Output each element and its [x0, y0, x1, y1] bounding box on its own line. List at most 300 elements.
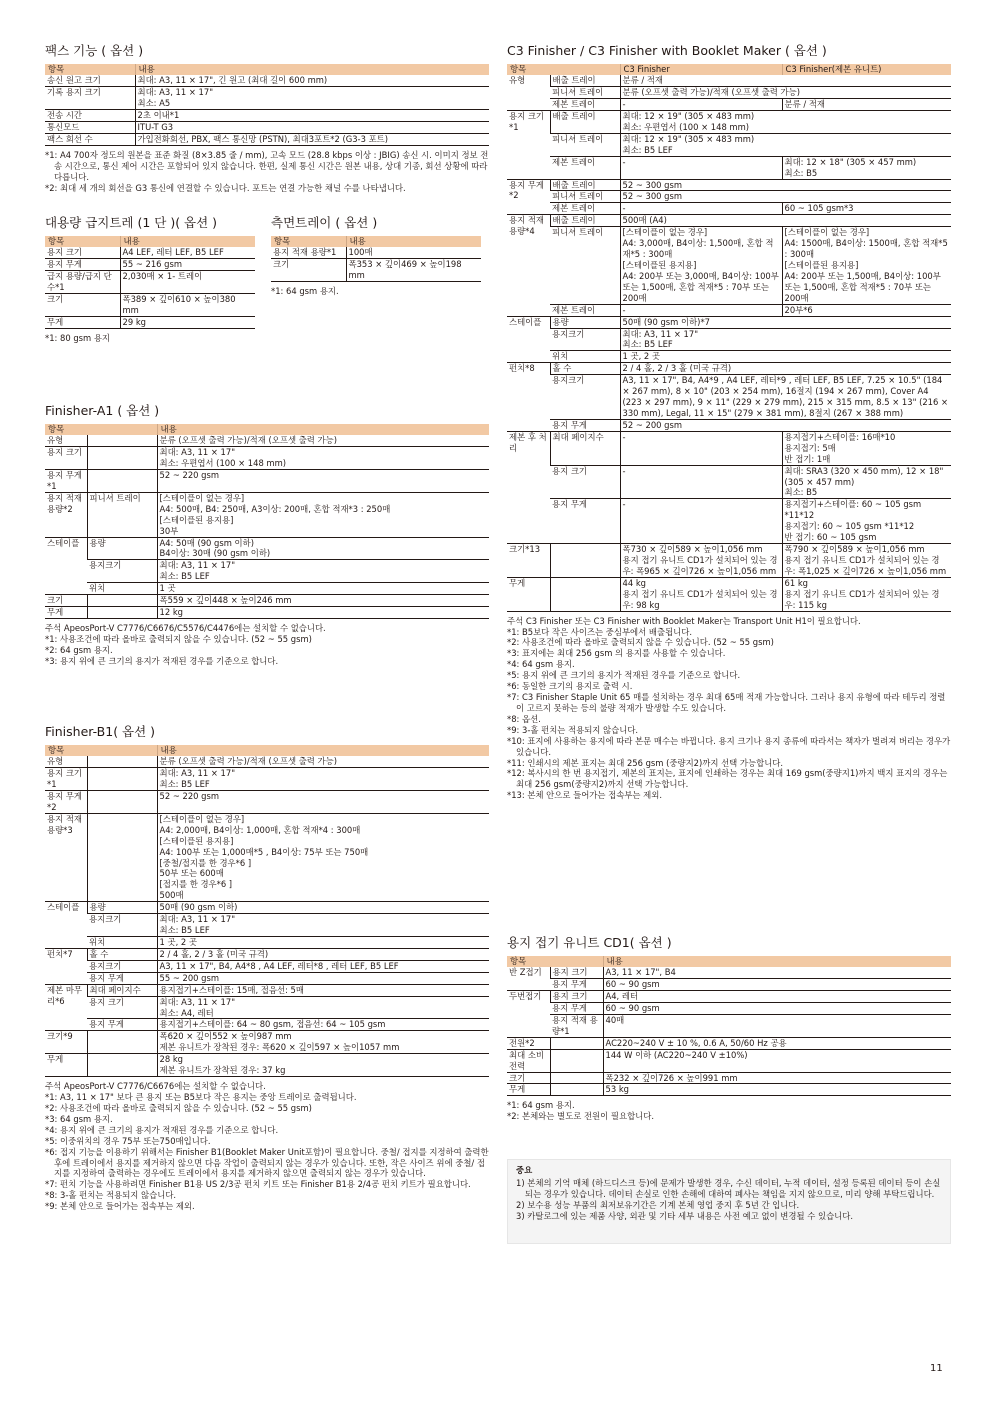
footnote: *3: 64 gsm 용지.	[45, 1113, 113, 1124]
row-value: 60 ~ 90 gsm	[603, 1003, 951, 1015]
important-item: 1) 본체의 기억 매체 (하드디스크 등)에 문제가 발생한 경우, 수신 데이터, 누적 데이터, 설정 등록된 데이터 등이 손실되는 경우가 있습니다. 데이터 손실로 인한 손해에 대하여 폐사는 책임을 지지 않으므로, 미리 양해 부탁드립니다.	[516, 1177, 941, 1199]
row-sublabel: 용지 무게	[550, 979, 603, 991]
footnote: *2: 사용조건에 따라 올바로 출력되지 않을 수 있습니다. (52 ~ 55 gsm)	[45, 1102, 312, 1113]
table-row	[45, 75, 489, 86]
row-label: 용지 무게*2	[507, 179, 550, 215]
row-value: 분류 (오프셋 출력 가능)/적재 (오프셋 출력 가능)	[157, 756, 489, 767]
section-title: 대용량 급지트레 (1 단 )( 옵션 )	[45, 215, 218, 230]
table-row	[45, 756, 489, 767]
row-label: 용지 무게*1	[45, 470, 87, 493]
row-value: 1 곳	[157, 583, 489, 595]
table-row	[45, 791, 489, 814]
row-sublabel	[87, 791, 157, 814]
row-value: 52 ~ 300 gsm	[620, 191, 951, 203]
table-header	[271, 236, 481, 247]
row-sublabel: 홀 수	[87, 948, 157, 960]
row-value: 폭353 × 깊이469 × 높이198 mm	[346, 259, 481, 282]
row-label: 최대 소비 전력	[507, 1049, 550, 1072]
row-sublabel: 위치	[87, 937, 157, 949]
row-sublabel	[87, 756, 157, 767]
row-value: 폭559 × 깊이448 × 높이246 mm	[157, 595, 489, 607]
row-label: 크기	[271, 259, 346, 282]
row-label: 제본 후 처리	[507, 431, 550, 543]
table-row	[507, 156, 951, 179]
row-value-booklet: 용지접기+스테이플: 60 ~ 105 gsm *11*12 용지접기: 60 ~ 105 gsm *11*12 반 접기: 60 ~ 105 gsm	[782, 499, 951, 544]
table-row	[507, 87, 951, 99]
row-sublabel	[87, 595, 157, 607]
table-row	[45, 110, 489, 122]
row-sublabel	[550, 544, 620, 578]
column-header: C3 Finisher	[620, 64, 782, 75]
row-label: 급지 용량/급지 단수*1	[45, 271, 120, 294]
row-label: 제본 마무리*6	[45, 984, 87, 1031]
row-label: 용지 적재 용량*2	[45, 492, 87, 537]
row-value-booklet: 최대: SRA3 (320 × 450 mm), 12 × 18" (305 × 457 mm) 최소: B5	[782, 465, 951, 499]
footnote: *9: 3-홀 펀치는 적용되지 않습니다.	[507, 724, 639, 735]
row-value: A4 LEF, 레터 LEF, B5 LEF	[120, 247, 255, 258]
row-value: 500매 (A4)	[620, 215, 951, 227]
footnotes	[45, 333, 255, 344]
row-sublabel: 용지 무게	[550, 1003, 603, 1015]
spec-table	[45, 236, 255, 328]
table-header	[45, 236, 255, 247]
row-label: 무게	[507, 577, 550, 611]
table-row	[507, 1084, 951, 1096]
row-value: A3, 11 × 17", B4, A4*9 , A4 LEF, 레터*9 , 레터 LEF, B5 LEF, 7.25 × 10.5" (184 × 267 mm), 8 × 10" (203 × 254 mm), 16절지 (194 × 267 mm), Cover A4 (223 × 297 mm), 9 × 11" (229 × 279 mm), 215 × 315 mm, 8.5 × 13" (216 × 330 mm), Legal, 11 × 15" (279 × 381 mm), 8절지 (267 × 388 mm)	[620, 375, 951, 420]
footnotes	[45, 1081, 489, 1212]
table-row	[45, 960, 489, 972]
table-row	[45, 813, 489, 901]
table-row	[45, 996, 489, 1019]
table-row	[45, 583, 489, 595]
table-header	[507, 956, 951, 967]
row-value: 55 ~ 216 gsm	[120, 259, 255, 271]
table-row	[271, 247, 481, 258]
row-value: 용지접기+스테이플: 64 ~ 80 gsm, 접음선: 64 ~ 105 gsm	[157, 1019, 489, 1031]
table-row	[45, 1031, 489, 1054]
row-sublabel: 용지크기	[87, 560, 157, 583]
footnote: *4: 64 gsm 용지.	[507, 659, 575, 670]
section-title: Finisher-A1 ( 옵션 )	[45, 403, 160, 418]
row-value: 분류 (오프셋 출력 가능)/적재 (오프셋 출력 가능)	[157, 435, 489, 446]
row-sublabel: 제본 트레이	[550, 156, 620, 179]
row-sublabel	[87, 470, 157, 493]
row-label: 전송 시간	[45, 110, 135, 122]
section-title: 용지 접기 유니트 CD1( 옵션 )	[507, 935, 672, 950]
row-value: 52 ~ 300 gsm	[620, 179, 951, 191]
table-header	[45, 64, 489, 75]
row-label: 통신모드	[45, 121, 135, 133]
row-value: -	[620, 203, 782, 215]
row-value: 최대: A3, 11 × 17" 최소: A4, 레터	[157, 996, 489, 1019]
table-row	[45, 984, 489, 996]
important-item: 3) 카탈로그에 있는 제품 사양, 외관 및 기타 세부 내용은 사전 예고 없이 변경될 수 있습니다.	[516, 1210, 854, 1221]
row-value: 1 곳, 2 곳	[157, 937, 489, 949]
column-header: 항목	[507, 64, 620, 75]
table-row	[45, 492, 489, 537]
row-value: A4: 50매 (90 gsm 이하) B4이상: 30매 (90 gsm 이하)	[157, 537, 489, 560]
row-sublabel	[87, 813, 157, 901]
row-label: 전원*2	[507, 1037, 550, 1049]
row-value: 50매 (90 gsm 이하)	[157, 902, 489, 914]
table-row	[507, 544, 951, 578]
row-value: 2 / 4 홀, 2 / 3 홀 (미국 규격)	[157, 948, 489, 960]
table-row	[507, 375, 951, 420]
footnote: *5: 이중위치의 경우 75부 또는750매입니다.	[45, 1135, 211, 1146]
footnote: *2: 최대 세 개의 회선을 G3 통신에 연결할 수 있습니다. 포트는 연결 가능한 채널 수를 나타냅니다.	[45, 182, 406, 193]
row-value: 144 W 이하 (AC220~240 V ±10%)	[603, 1049, 951, 1072]
row-value: 최대: A3, 11 × 17", 긴 원고 (최대 길이 600 mm)	[135, 75, 489, 86]
row-value: [스테이플이 없는 경우] A4: 3,000매, B4이상: 1,500매, 혼합 적재*5 : 300매 [스테이플된 용지용] A4: 200부 또는 3,000매, B4이상: 100부 또는 1,500매, 혼합 적재*5 : 70부 또는 200매	[620, 227, 782, 304]
row-sublabel: 용지 크기	[87, 996, 157, 1019]
footnote: *1: 80 gsm 용지	[45, 332, 110, 343]
row-value: 60 ~ 90 gsm	[603, 979, 951, 991]
table-header	[507, 64, 951, 75]
table-row	[507, 328, 951, 351]
footnote: 주석 C3 Finisher 또는 C3 Finisher with Booklet Maker는 Transport Unit H1이 필요합니다.	[507, 615, 861, 626]
row-label: 무게	[45, 607, 87, 619]
table-row	[507, 419, 951, 431]
table-row	[45, 121, 489, 133]
row-sublabel	[87, 607, 157, 619]
footnote: *3: 표지에는 최대 256 gsm 의 용지를 사용할 수 있습니다.	[507, 648, 726, 659]
footnote: *11: 인쇄시의 제본 표지는 최대 256 gsm (중량지2)까지 선택 가능합니다.	[507, 757, 784, 768]
hcf-section	[45, 215, 255, 344]
footnote: *2: 사용조건에 따라 올바로 출력되지 않을 수 있습니다. (52 ~ 55 gsm)	[507, 637, 774, 648]
table-row	[507, 1014, 951, 1037]
important-item: 2) 보수용 성능 부품의 최저보유기간은 기계 본체 영업 중지 후 5년 간 입니다.	[516, 1199, 800, 1210]
table-row	[45, 537, 489, 560]
row-label: 펀치*7	[45, 948, 87, 984]
table-row	[45, 948, 489, 960]
row-value: A4, 레터	[603, 991, 951, 1003]
row-value-booklet: 폭790 × 깊이589 × 높이1,056 mm 용지 접기 유니트 CD1가 설치되어 있는 경우: 폭1,025 × 깊이726 × 높이1,056 mm	[782, 544, 951, 578]
table-row	[45, 133, 489, 145]
table-header	[45, 745, 489, 756]
row-sublabel: 용지 크기	[550, 967, 603, 978]
row-sublabel: 용지 크기	[550, 991, 603, 1003]
table-row	[45, 560, 489, 583]
row-value: 최대: 12 × 19" (305 × 483 mm) 최소: B5 LEF	[620, 133, 951, 156]
row-label: 용지 크기*1	[507, 111, 550, 180]
row-sublabel: 용지 무게	[87, 972, 157, 984]
table-row	[507, 133, 951, 156]
row-sublabel	[550, 1072, 603, 1084]
spec-table	[507, 64, 951, 611]
row-value: 40매	[603, 1014, 951, 1037]
table-row	[507, 191, 951, 203]
footnote: *1: 64 gsm 용지.	[507, 1100, 575, 1111]
footnotes	[45, 623, 489, 667]
row-sublabel: 최대 페이지수	[87, 984, 157, 996]
row-value: 2 / 4 홀, 2 / 3 홀 (미국 규격)	[620, 363, 951, 375]
row-sublabel	[87, 447, 157, 470]
row-value: 55 ~ 200 gsm	[157, 972, 489, 984]
row-value: 최대: A3, 11 × 17" 최소: B5 LEF	[157, 914, 489, 937]
row-value: ITU-T G3	[135, 121, 489, 133]
row-value: -	[620, 465, 782, 499]
footnote: *7: 펀치 기능을 사용하려면 Finisher B1용 US 2/3공 펀치 키트 또는 Finisher B1용 2/4공 펀치 키트가 필요합니다.	[45, 1179, 471, 1190]
table-row	[507, 304, 951, 316]
page-number: 11	[930, 1363, 943, 1374]
footnote: *8: 3-홀 펀치는 적용되지 않습니다.	[45, 1190, 177, 1201]
table-row	[507, 75, 951, 86]
column-header: 내용	[157, 424, 489, 435]
row-sublabel: 최대 페이지수	[550, 431, 620, 465]
row-sublabel: 용지 크기	[550, 465, 620, 499]
row-sublabel	[550, 1049, 603, 1072]
row-value: 2,030매 × 1- 트레이	[120, 271, 255, 294]
column-header: C3 Finisher(제본 유니트)	[782, 64, 951, 75]
row-value: 최대: A3, 11 × 17" 최소: 우편엽서 (100 × 148 mm)	[157, 447, 489, 470]
footnote: *7: C3 Finisher Staple Unit 65 매를 설치하는 경우 최대 65매 적재 가능합니다. 그러나 용지 유형에 따라 테두리 정렬이 고르지 못하는 등의 불량 적재가 발생할 수도 있습니다.	[507, 692, 946, 713]
row-label: 스테이플	[507, 316, 550, 363]
column-header: 내용	[603, 956, 951, 967]
footnote: *2: 64 gsm 용지.	[45, 644, 113, 655]
table-row	[45, 87, 489, 110]
column-header: 항목	[45, 424, 157, 435]
footnote: *1: B5보다 작은 사이즈는 중심부에서 배출됩니다.	[507, 626, 693, 637]
table-row	[45, 1054, 489, 1077]
table-row	[45, 293, 255, 316]
row-sublabel: 피니셔 트레이	[87, 492, 157, 537]
row-label: 용지 크기*1	[45, 768, 87, 791]
row-value: A3, 11 × 17", B4	[603, 967, 951, 978]
row-sublabel: 제본 트레이	[550, 203, 620, 215]
row-sublabel	[87, 1031, 157, 1054]
footnote: *3: 용지 위에 큰 크기의 용지가 적재된 경우를 기준으로 합니다.	[45, 655, 279, 666]
row-label: 크기	[507, 1072, 550, 1084]
row-value: 폭730 × 깊이589 × 높이1,056 mm 용지 접기 유니트 CD1가 설치되어 있는 경우: 폭965 × 깊이726 × 높이1,056 mm	[620, 544, 782, 578]
row-sublabel: 용지 무게	[87, 1019, 157, 1031]
footnote: 주석 ApeosPort-V C7776/C6676에는 설치할 수 없습니다.	[45, 1081, 266, 1092]
row-value-booklet: 용지접기+스테이플: 16매*10 용지접기: 5매 반 접기: 1매	[782, 431, 951, 465]
row-label: 기록 용지 크기	[45, 87, 135, 110]
row-value: 1 곳, 2 곳	[620, 351, 951, 363]
section-title: Finisher-B1( 옵션 )	[45, 724, 156, 739]
cd1-section	[507, 935, 951, 1122]
row-label: 유형	[507, 75, 550, 110]
table-header	[45, 424, 489, 435]
row-value: 2초 이내*1	[135, 110, 489, 122]
row-value: 폭389 × 깊이610 × 높이380 mm	[120, 293, 255, 316]
row-value-booklet: 61 kg 용지 접기 유니트 CD1가 설치되어 있는 경우: 115 kg	[782, 577, 951, 611]
row-sublabel	[87, 435, 157, 446]
table-row	[507, 227, 951, 304]
row-value: 52 ~ 200 gsm	[620, 419, 951, 431]
footnotes	[271, 286, 481, 297]
row-sublabel: 배출 트레이	[550, 215, 620, 227]
table-row	[45, 607, 489, 619]
table-row	[507, 111, 951, 134]
table-row	[507, 203, 951, 215]
row-value: 최대: A3, 11 × 17" 최소: B5 LEF	[157, 560, 489, 583]
row-label: 두번접기	[507, 991, 550, 1038]
table-row	[45, 768, 489, 791]
row-sublabel: 용지크기	[87, 914, 157, 937]
section-title: C3 Finisher / C3 Finisher with Booklet Maker ( 옵션 )	[507, 43, 827, 58]
fax-section	[45, 43, 489, 193]
spec-table	[45, 424, 489, 619]
section-title: 팩스 기능 ( 옵션 )	[45, 43, 144, 58]
row-sublabel: 피니셔 트레이	[550, 133, 620, 156]
row-value: -	[620, 304, 782, 316]
row-sublabel: 용지 무게	[550, 419, 620, 431]
row-value: 최대: A3, 11 × 17" 최소: A5	[135, 87, 489, 110]
footnote: *6: 동일한 크기의 용지로 출력 시.	[507, 681, 633, 692]
row-sublabel: 홀 수	[550, 363, 620, 375]
row-sublabel: 용지 무게	[550, 499, 620, 544]
table-row	[507, 979, 951, 991]
footnote: 주석 ApeosPort-V C7776/C6676/C5576/C4476에는 설치할 수 없습니다.	[45, 623, 326, 633]
column-header: 내용	[135, 64, 489, 75]
spec-table	[271, 236, 481, 282]
spec-table	[507, 956, 951, 1096]
table-row	[45, 914, 489, 937]
table-row	[507, 363, 951, 375]
row-value: 최대: A3, 11 × 17" 최소: B5 LEF	[157, 768, 489, 791]
table-row	[45, 259, 255, 271]
table-row	[45, 902, 489, 914]
table-row	[507, 316, 951, 328]
row-value: 52 ~ 220 gsm	[157, 791, 489, 814]
row-value: 53 kg	[603, 1084, 951, 1096]
row-label: 용지 적재 용량*4	[507, 215, 550, 316]
row-label: 스테이플	[45, 902, 87, 949]
footnote: *4: 용지 위에 큰 크기의 용지가 적재된 경우를 기준으로 합니다.	[45, 1124, 279, 1135]
row-value: 최대: 12 × 19" (305 × 483 mm) 최소: 우편엽서 (100 × 148 mm)	[620, 111, 951, 134]
row-sublabel	[550, 577, 620, 611]
row-value: [스테이플이 없는 경우] A4: 500매, B4: 250매, A3이상: 200매, 혼합 적재*3 : 250매 [스테이플된 용지용] 30부	[157, 492, 489, 537]
row-label: 용지 무게*2	[45, 791, 87, 814]
row-label: 반 Z접기	[507, 967, 550, 990]
row-sublabel: 용지크기	[550, 328, 620, 351]
row-value-booklet: [스테이플이 없는 경우] A4: 1500매, B4이상: 1500매, 혼합 적재*5 : 300매 [스테이플된 용지용] A4: 200부 또는 1,500매, B4이상: 100부 또는 1,500매, 혼합 적재*5 : 70부 또는 200매	[782, 227, 951, 304]
footnote: *6: 접지 기능을 이용하기 위해서는 Finisher B1(Booklet Maker Unit포함)이 필요합니다. 중철/ 접지를 지정하여 출력한 후에 트레이에서 용지를 제거하지 않으면 다음 작업이 출력되지 않는 경우가 있습니다. 또한, 작은 사이즈 위에 중철/ 접지를 지정하여 출력하는 경우에도 트레이에서 용지를 제거하지 않으면 출력되지 않는 경우가 있습니다.	[45, 1146, 489, 1179]
spec-table	[45, 64, 489, 146]
table-row	[45, 271, 255, 294]
side-tray-section	[271, 215, 481, 297]
row-value: 분류 / 적재	[620, 75, 951, 86]
table-row	[45, 470, 489, 493]
row-value-booklet: 분류 / 적재	[782, 99, 951, 111]
row-value: -	[620, 99, 782, 111]
column-header: 항목	[45, 64, 135, 75]
row-label: 크기*13	[507, 544, 550, 578]
row-sublabel: 용량	[87, 537, 157, 560]
footnote: *12: 복사시의 한 번 용지접기, 제본의 표지는, 표지에 인쇄하는 경우는 최대 169 gsm(중량지1)까지 백지 표지의 경우는 최대 256 gsm(중량지2)까지 선택 가능합니다.	[507, 768, 948, 790]
table-row	[45, 247, 255, 258]
row-label: 펀치*8	[507, 363, 550, 432]
table-row	[507, 577, 951, 611]
row-value: 28 kg 제본 유니트가 장착된 경우: 37 kg	[157, 1054, 489, 1077]
row-value: A3, 11 × 17", B4, A4*8 , A4 LEF, 레터*8 , 레터 LEF, B5 LEF	[157, 960, 489, 972]
row-sublabel: 제본 트레이	[550, 304, 620, 316]
footnote: *1: 64 gsm 용지.	[271, 286, 339, 297]
row-label: 용지 크기	[45, 247, 120, 258]
row-sublabel	[87, 1054, 157, 1077]
table-row	[507, 179, 951, 191]
column-header: 항목	[45, 236, 120, 247]
column-header: 항목	[507, 956, 603, 967]
footnotes	[507, 1100, 951, 1122]
row-sublabel: 용지크기	[550, 375, 620, 420]
footnote: *2: 본체와는 별도로 전원이 필요합니다.	[507, 1111, 655, 1122]
row-value: 12 kg	[157, 607, 489, 619]
row-value: 100매	[346, 247, 481, 258]
row-label: 크기	[45, 595, 87, 607]
table-row	[45, 316, 255, 328]
column-header: 항목	[271, 236, 346, 247]
row-label: 무게	[45, 316, 120, 328]
finisher-a1-section	[45, 403, 489, 667]
table-row	[45, 595, 489, 607]
footnotes	[507, 616, 951, 802]
table-row	[45, 937, 489, 949]
table-row	[507, 1037, 951, 1049]
row-label: 용지 크기	[45, 447, 87, 470]
row-value-booklet: 최대: 12 × 18" (305 × 457 mm) 최소: B5	[782, 156, 951, 179]
row-label: 스테이플	[45, 537, 87, 595]
table-row	[507, 991, 951, 1003]
row-value-booklet: 20부*6	[782, 304, 951, 316]
table-row	[271, 259, 481, 282]
footnote: *5: 용지 위에 큰 크기의 용지가 적재된 경우를 기준으로 합니다.	[507, 670, 741, 681]
row-value: 최대: A3, 11 × 17" 최소: B5 LEF	[620, 328, 951, 351]
row-label: 크기	[45, 293, 120, 316]
row-value: 50매 (90 gsm 이하)*7	[620, 316, 951, 328]
row-sublabel: 용량	[87, 902, 157, 914]
table-row	[507, 1003, 951, 1015]
column-header: 내용	[120, 236, 255, 247]
table-row	[507, 431, 951, 465]
table-row	[45, 972, 489, 984]
row-label: 무게	[507, 1084, 550, 1096]
table-row	[45, 1019, 489, 1031]
row-sublabel: 위치	[87, 583, 157, 595]
row-value: 52 ~ 220 gsm	[157, 470, 489, 493]
table-row	[507, 99, 951, 111]
important-title: 중요	[516, 1165, 533, 1175]
row-sublabel: 배출 트레이	[550, 111, 620, 134]
row-sublabel: 용지 적재 용량*1	[550, 1014, 603, 1037]
row-sublabel	[87, 768, 157, 791]
footnote: *8: 옵션.	[507, 713, 541, 724]
row-sublabel: 용지크기	[87, 960, 157, 972]
row-label: 유형	[45, 435, 87, 446]
footnote: *13: 본체 안으로 들어가는 접속부는 제외.	[507, 790, 662, 801]
table-row	[45, 447, 489, 470]
row-value: 용지접기+스테이플: 15매, 접음선: 5매	[157, 984, 489, 996]
footnote: *10: 표지에 사용하는 용지에 따라 본문 매수는 바뀝니다. 용지 크기나 용지 종류에 따라서는 책자가 벌려져 버리는 경우가 있습니다.	[507, 735, 951, 757]
row-sublabel: 피니셔 트레이	[550, 191, 620, 203]
important-list	[516, 1178, 942, 1222]
table-row	[507, 465, 951, 499]
c3-finisher-section	[507, 43, 951, 801]
column-header: 항목	[45, 745, 157, 756]
row-label: 팩스 회선 수	[45, 133, 135, 145]
table-row	[507, 1049, 951, 1072]
important-box	[507, 1159, 951, 1244]
footnote: *9: 본체 안으로 들어가는 접속부는 제외.	[45, 1201, 195, 1212]
finisher-b1-section	[45, 724, 489, 1212]
row-sublabel: 위치	[550, 351, 620, 363]
row-sublabel	[550, 1084, 603, 1096]
row-label: 유형	[45, 756, 87, 767]
section-title: 측면트레이 ( 옵션 )	[271, 215, 378, 230]
row-value: 폭232 × 깊이726 × 높이991 mm	[603, 1072, 951, 1084]
row-value: 분류 (오프셋 출력 가능)/적재 (오프셋 출력 가능)	[620, 87, 951, 99]
